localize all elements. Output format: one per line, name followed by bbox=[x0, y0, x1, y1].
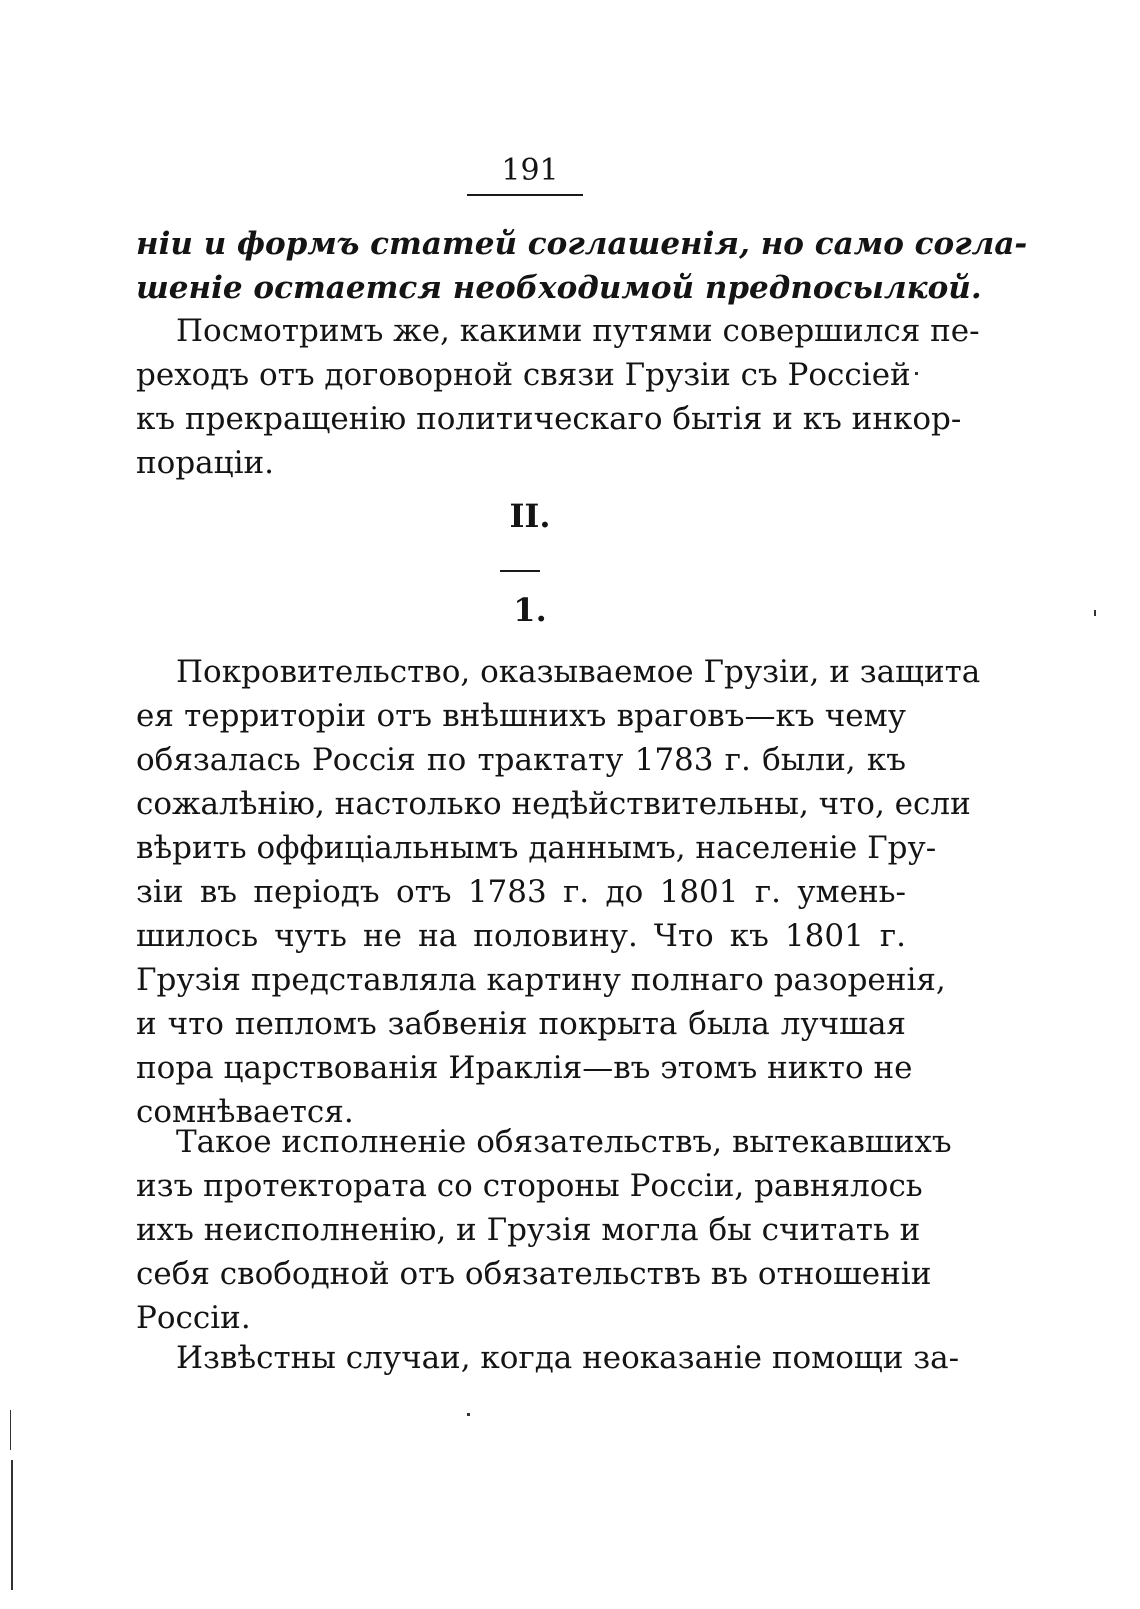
text-line: сожалѣнiю, настолько недѣйствительны, что, если bbox=[136, 786, 971, 822]
intro-italic-text bbox=[136, 222, 1028, 310]
page-number-rule bbox=[467, 194, 583, 196]
text-line: Грузiя представляла картину полнаго разоренiя, bbox=[136, 962, 946, 998]
text-line: пора царствованiя Ираклiя—въ этомъ никто не bbox=[136, 1050, 913, 1086]
subsection-heading: 1. bbox=[513, 591, 547, 629]
paragraph-1 bbox=[136, 309, 980, 485]
scan-speck bbox=[1094, 610, 1096, 616]
text-line: шилось чуть не на половину. Что къ 1801 г. bbox=[136, 918, 906, 954]
text-line: Извѣстны случаи, когда неоказанiе помощи за- bbox=[176, 1340, 960, 1376]
text-line: и что пепломъ забвенiя покрыта была лучшая bbox=[136, 1006, 906, 1042]
scan-speck bbox=[467, 1413, 470, 1416]
text-line: Покровительство, оказываемое Грузiи, и защита bbox=[176, 654, 981, 690]
text-line: сомнѣвается. bbox=[136, 1094, 354, 1130]
text-line: Россiи. bbox=[136, 1300, 251, 1336]
page-number: 191 bbox=[501, 153, 559, 188]
text-line: реходъ отъ договорной связи Грузiи съ Россiей bbox=[136, 357, 911, 393]
text-line: Такое исполненiе обязательствъ, вытекавшихъ bbox=[176, 1124, 952, 1160]
text-line: зiи въ перiодъ отъ 1783 г. до 1801 г. умень- bbox=[136, 874, 906, 910]
scan-edge-mark bbox=[11, 1460, 13, 1590]
text-line: себя свободной отъ обязательствъ въ отношенiи bbox=[136, 1256, 932, 1292]
text-line: Посмотримъ же, какими путями совершился пе- bbox=[176, 313, 980, 349]
text-line: обязалась Россiя по трактату 1783 г. были, къ bbox=[136, 742, 906, 778]
scan-edge-mark bbox=[10, 1410, 11, 1450]
paragraph-4 bbox=[136, 1336, 960, 1380]
scan-speck bbox=[915, 372, 918, 375]
text-line: къ прекращенiю политическаго бытiя и къ инкор- bbox=[136, 401, 962, 437]
text-line: ея территорiи отъ внѣшнихъ враговъ—къ чему bbox=[136, 698, 906, 734]
section-heading-rule bbox=[500, 570, 540, 572]
text-line: нiи и формъ статей соглашенiя, но само согла- bbox=[136, 226, 1028, 262]
text-line: шенiе остается необходимой предпосылкой. bbox=[136, 270, 982, 306]
text-line: вѣрить оффицiальнымъ даннымъ, населенiе Гру- bbox=[136, 830, 937, 866]
text-line: изъ протектората со стороны Россiи, равнялось bbox=[136, 1168, 923, 1204]
section-heading: II. bbox=[509, 497, 551, 535]
paragraph-3 bbox=[136, 1120, 952, 1340]
text-line: ихъ неисполненiю, и Грузiя могла бы считать и bbox=[136, 1212, 921, 1248]
paragraph-2 bbox=[136, 650, 981, 1134]
text-line: порацiи. bbox=[136, 445, 275, 481]
